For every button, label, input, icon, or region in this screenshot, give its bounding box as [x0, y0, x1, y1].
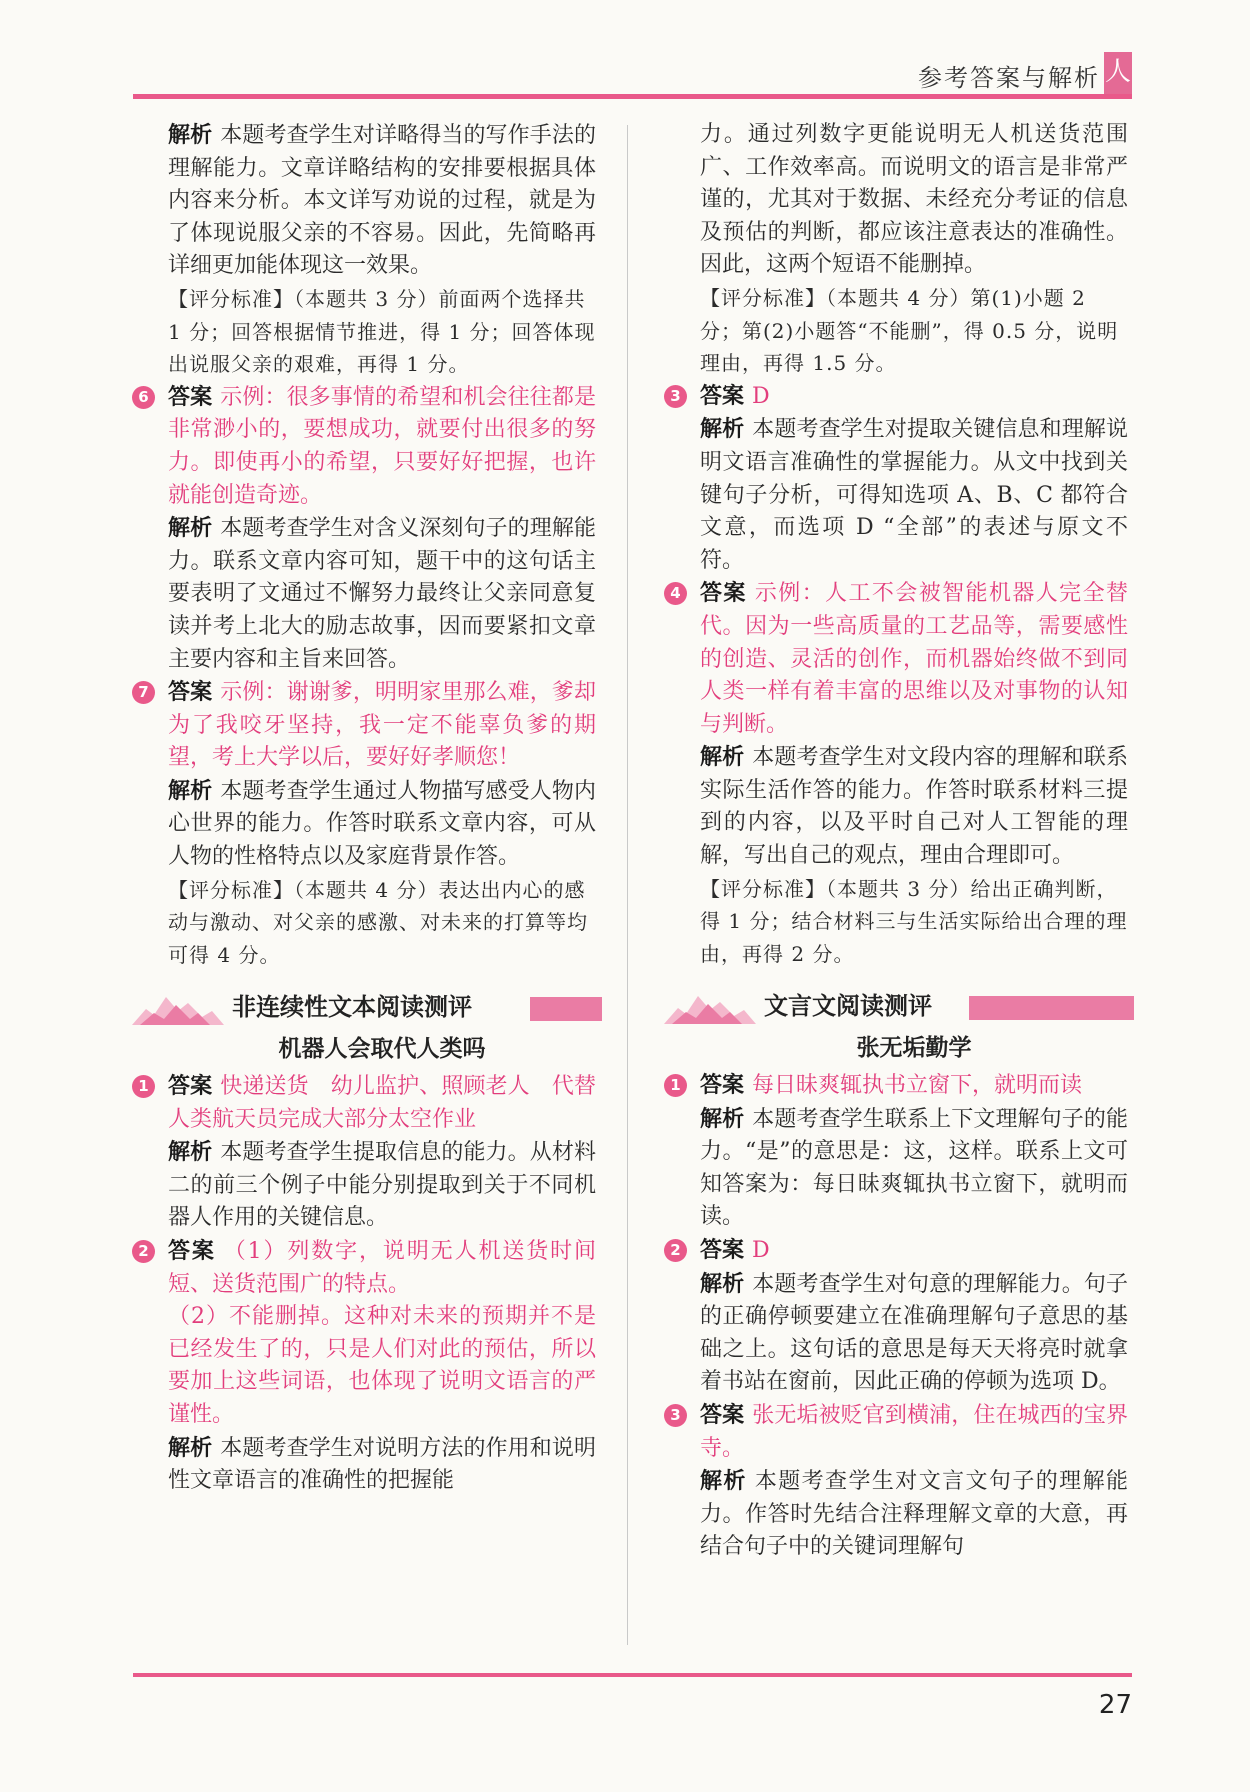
- analysis-block: [168, 119, 596, 283]
- right-column: [670, 119, 1128, 1564]
- question-number-badge: 2: [664, 1239, 687, 1262]
- answer-label: 答案: [700, 1401, 745, 1428]
- analysis-block: [700, 1465, 1128, 1564]
- analysis-block: [168, 775, 596, 874]
- question-4: [670, 577, 1128, 741]
- question-2: [138, 1235, 596, 1301]
- analysis-label: 解析: [168, 1139, 213, 1166]
- question-number-badge: 1: [132, 1075, 155, 1098]
- question-1: [670, 1069, 1128, 1103]
- question-1: [138, 1070, 596, 1136]
- question-6: [138, 381, 596, 512]
- section-header: [132, 987, 602, 1031]
- answer-label: 答案: [700, 1072, 745, 1099]
- analysis-text: 本题考查学生对文言文句子的理解能力。作答时先结合注释理解文章的大意，再结合句子中的关键词理解句: [700, 1469, 1128, 1560]
- question-number-badge: 2: [132, 1240, 155, 1263]
- question-number-badge: 3: [664, 1404, 687, 1427]
- article-title: 机器人会取代人类吗: [278, 1036, 486, 1063]
- section-bar: [530, 997, 602, 1021]
- answer-label: 答案: [700, 1237, 745, 1263]
- page-number: 27: [1098, 1690, 1132, 1720]
- analysis-block: [700, 1268, 1128, 1399]
- header-title: 参考答案与解析: [918, 64, 1100, 92]
- analysis-text: 本题考查学生联系上下文理解句子的能力。“是”的意思是：这，这样。联系上文可知答案为：每日昧爽辄执书立窗下，就明而读。: [700, 1106, 1128, 1230]
- analysis-label: 解析: [168, 1434, 213, 1461]
- analysis-block: [700, 741, 1128, 872]
- header-tab: 人: [1104, 52, 1132, 94]
- question-number-badge: 4: [664, 582, 687, 605]
- answer-text: D: [752, 383, 770, 409]
- analysis-text: 本题考查学生对文段内容的理解和联系实际生活作答的能力。作答时联系材料三提到的内容，以及平时自己对人工智能的理解，写出自己的观点，理由合理即可。: [700, 745, 1128, 869]
- bottom-divider: [133, 1673, 1132, 1677]
- analysis-text: 本题考查学生对句意的理解能力。句子的正确停顿要建立在准确理解句子意思的基础之上。这句话的意思是每天天将亮时就拿着书站在窗前，因此正确的停顿为选项 D。: [700, 1271, 1128, 1395]
- analysis-block: [700, 1103, 1128, 1234]
- answer-label: 答案: [700, 382, 745, 409]
- analysis-label: 解析: [168, 122, 213, 148]
- analysis-block: [168, 1136, 596, 1235]
- answer-label: 答案: [168, 679, 213, 706]
- analysis-text: 本题考查学生通过人物描写感受人物内心世界的能力。作答时联系文章内容，可从人物的性格特点以及家庭背景作答。: [168, 778, 596, 870]
- mountain-icon: [664, 990, 756, 1024]
- mountain-icon: [132, 991, 224, 1025]
- left-column: [138, 119, 596, 1498]
- analysis-text: 本题考查学生对说明方法的作用和说明性文章语言的准确性的把握能: [168, 1435, 596, 1494]
- section-title: 文言文阅读测评: [764, 992, 932, 1021]
- analysis-label: 解析: [168, 515, 213, 542]
- analysis-text: 本题考查学生对提取关键信息和理解说明文语言准确性的掌握能力。从文中找到关键句子分析，可得知选项 A、B、C 都符合文意，而选项 D “全部”的表述与原文不符。: [700, 417, 1128, 573]
- answer-label: 答案: [168, 1238, 216, 1264]
- analysis-label: 解析: [700, 1105, 745, 1132]
- score-criteria: 【评分标准】（本题共 3 分）前面两个选择共 1 分；回答根据情节推进，得 1 分；回答体现出说服父亲的艰难，再得 1 分。: [168, 286, 596, 377]
- question-3: [670, 1399, 1128, 1465]
- answer-text-continued: （2）不能删掉。这种对未来的预期并不是已经发生了的，只是人们对此的预估，所以要加上这些词语，也体现了说明文语言的严谨性。: [168, 1304, 596, 1427]
- analysis-block: [168, 1432, 596, 1498]
- article-title: 张无垢勤学: [856, 1035, 972, 1062]
- analysis-block: [700, 413, 1128, 577]
- answer-label: 答案: [168, 383, 213, 410]
- answer-text: 示例：人工不会被智能机器人完全替代。因为一些高质量的工艺品等，需要感性的创造、灵活的创作，而机器始终做不到同人类一样有着丰富的思维以及对事物的认知与判断。: [700, 581, 1128, 737]
- answer-label: 答案: [168, 1073, 213, 1100]
- analysis-label: 解析: [700, 744, 745, 771]
- analysis-text: 本题考查学生对含义深刻句子的理解能力。联系文章内容可知，题干中的这句话主要表明了文通过不懈努力最终让父亲同意复读并考上北大的励志故事，因而要紧扣文章主要内容和主旨来回答。: [168, 516, 596, 672]
- answer-text: 张无垢被贬官到横浦，住在城西的宝界寺。: [700, 1402, 1128, 1461]
- analysis-label: 解析: [700, 1270, 745, 1297]
- analysis-text: 本题考查学生对详略得当的写作手法的理解能力。文章详略结构的安排要根据具体内容来分析。本文详写劝说的过程，就是为了体现说服父亲的不容易。因此，先简略再详细更加能体现这一效果。: [168, 123, 596, 279]
- question-2: [670, 1234, 1128, 1268]
- score-criteria: 【评分标准】（本题共 4 分）表达出内心的感动与激动、对父亲的感激、对未来的打算等均可得 4 分。: [168, 877, 588, 967]
- top-divider: [133, 94, 1132, 99]
- column-divider: [627, 125, 628, 1645]
- analysis-label: 解析: [168, 777, 213, 804]
- question-number-badge: 7: [132, 681, 155, 704]
- analysis-text: 本题考查学生提取信息的能力。从材料二的前三个例子中能分别提取到关于不同机器人作用的关键信息。: [168, 1140, 596, 1231]
- question-7: [138, 676, 596, 775]
- section-title: 非连续性文本阅读测评: [232, 993, 472, 1022]
- section-bar: [969, 996, 1134, 1020]
- question-number-badge: 3: [664, 385, 687, 408]
- section-header: [664, 986, 1134, 1030]
- answer-label: 答案: [700, 580, 747, 607]
- answer-text: 示例：谢谢爹，明明家里那么难，爹却为了我咬牙坚持，我一定不能辜负爹的期望，考上大学以后，要好好孝顺您！: [168, 680, 596, 771]
- question-number-badge: 6: [132, 386, 155, 409]
- analysis-label: 解析: [700, 416, 745, 443]
- answer-text: D: [752, 1238, 770, 1263]
- question-3: [670, 380, 1128, 414]
- answer-text: 示例：很多事情的希望和机会往往都是非常渺小的，要想成功，就要付出很多的努力。即使再小的希望，只要好好把握，也许就能创造奇迹。: [168, 384, 596, 508]
- answer-text: 快递送货 幼儿监护、照顾老人 代替人类航天员完成大部分太空作业: [168, 1074, 596, 1132]
- analysis-block: [168, 512, 596, 676]
- score-criteria: 【评分标准】（本题共 4 分）第(1)小题 2 分；第(2)小题答“不能删”，得 0.5 分，说明理由，再得 1.5 分。: [700, 285, 1119, 376]
- analysis-continued: 力。通过列数字更能说明无人机送货范围广、工作效率高。而说明文的语言是非常严谨的，尤其对于数据、未经充分考证的信息及预估的判断，都应该注意表达的准确性。因此，这两个短语不能删掉。: [700, 122, 1128, 278]
- question-number-badge: 1: [664, 1074, 687, 1097]
- answer-text: （1）列数字，说明无人机送货时间短、送货范围广的特点。: [168, 1239, 596, 1297]
- score-criteria: 【评分标准】（本题共 3 分）给出正确判断，得 1 分；结合材料三与生活实际给出合理的理由，再得 2 分。: [700, 876, 1128, 966]
- answer-text: 每日昧爽辄执书立窗下，就明而读: [752, 1073, 1083, 1099]
- analysis-label: 解析: [700, 1468, 747, 1495]
